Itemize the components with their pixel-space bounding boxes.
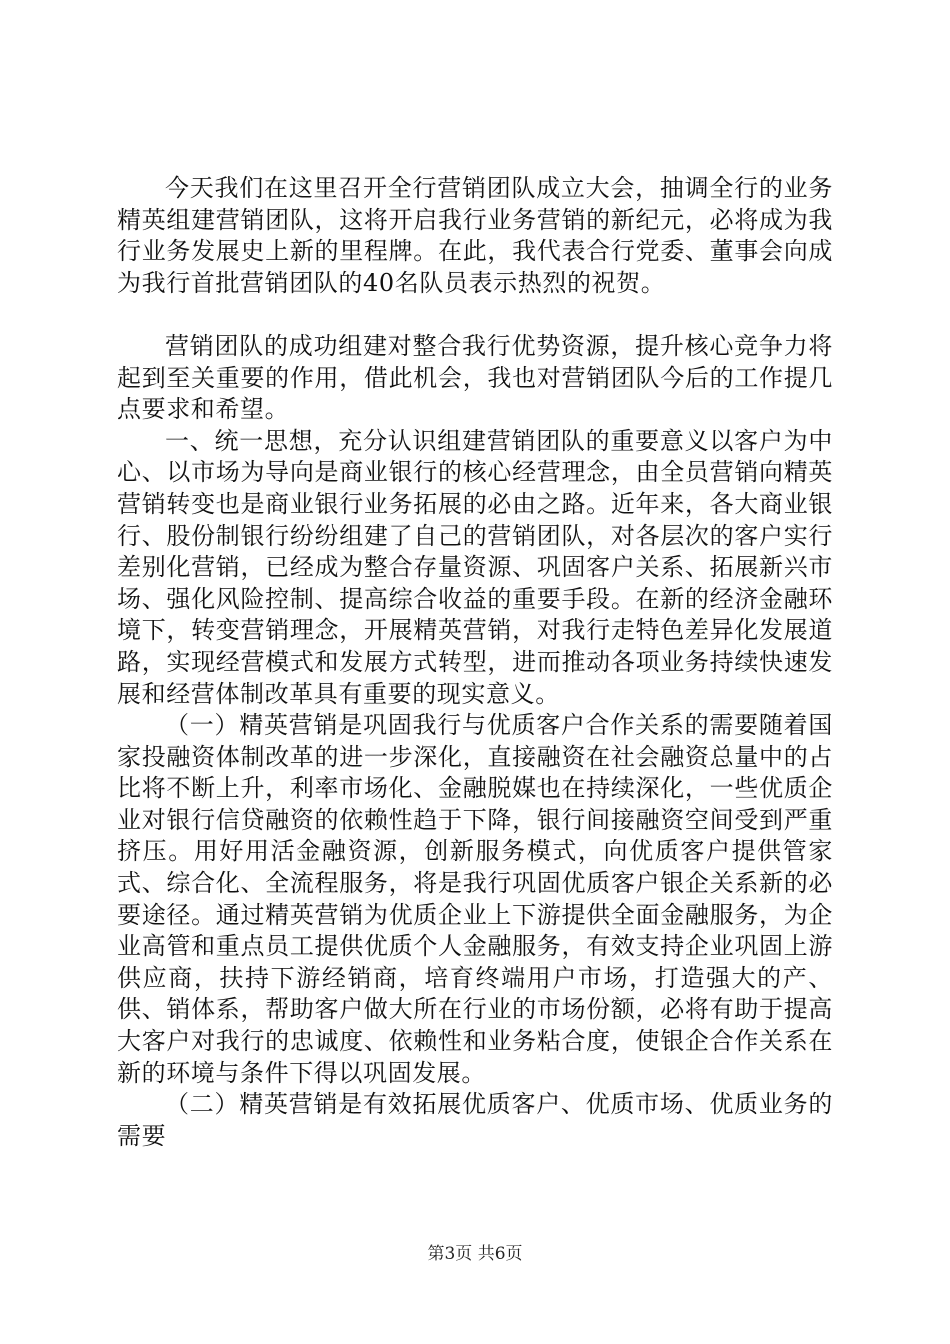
paragraph-opening: 今天我们在这里召开全行营销团队成立大会，抽调全行的业务精英组建营销团队，这将开启我行业务营销的新纪元，必将成为我行业务发展史上新的里程牌。在此，我代表合行党委、董事会向成为我行首批营销团队的40名队员表示热烈的祝贺。 <box>117 174 833 297</box>
paragraph-subsection-two: （二）精英营销是有效拓展优质客户、优质市场、优质业务的需要 <box>117 1090 833 1150</box>
paragraph-intro-requirements: 营销团队的成功组建对整合我行优势资源，提升核心竞争力将起到至关重要的作用，借此机会，我也对营销团队今后的工作提几点要求和希望。 <box>117 331 833 424</box>
page-footer: 第3页 共6页 <box>427 1244 523 1264</box>
document-body <box>117 173 833 1152</box>
paragraph-section-one: 一、统一思想，充分认识组建营销团队的重要意义以客户为中心、以市场为导向是商业银行的核心经营理念，由全员营销向精英营销转变也是商业银行业务拓展的必由之路。近年来，各大商业银行、股份制银行纷纷组建了自己的营销团队，对各层次的客户实行差别化营销，已经成为整合存量资源、巩固客户关系、拓展新兴市场、强化风险控制、提高综合收益的重要手段。在新的经济金融环境下，转变营销理念，开展精英营销，对我行走特色差异化发展道路，实现经营模式和发展方式转型，进而推动各项业务持续快速发展和经营体制改革具有重要的现实意义。 <box>117 426 833 708</box>
paragraph-subsection-one: （一）精英营销是巩固我行与优质客户合作关系的需要随着国家投融资体制改革的进一步深化，直接融资在社会融资总量中的占比将不断上升，利率市场化、金融脱媒也在持续深化，一些优质企业对银行信贷融资的依赖性趋于下降，银行间接融资空间受到严重挤压。用好用活金融资源，创新服务模式，向优质客户提供管家式、综合化、全流程服务，将是我行巩固优质客户银企关系新的必要途径。通过精英营销为优质企业上下游提供全面金融服务，为企业高管和重点员工提供优质个人金融服务，有效支持企业巩固上游供应商，扶持下游经销商，培育终端用户市场，打造强大的产、供、销体系，帮助客户做大所在行业的市场份额，必将有助于提高大客户对我行的忠诚度、依赖性和业务粘合度，使银企合作关系在新的环境与条件下得以巩固发展。 <box>117 711 833 1087</box>
